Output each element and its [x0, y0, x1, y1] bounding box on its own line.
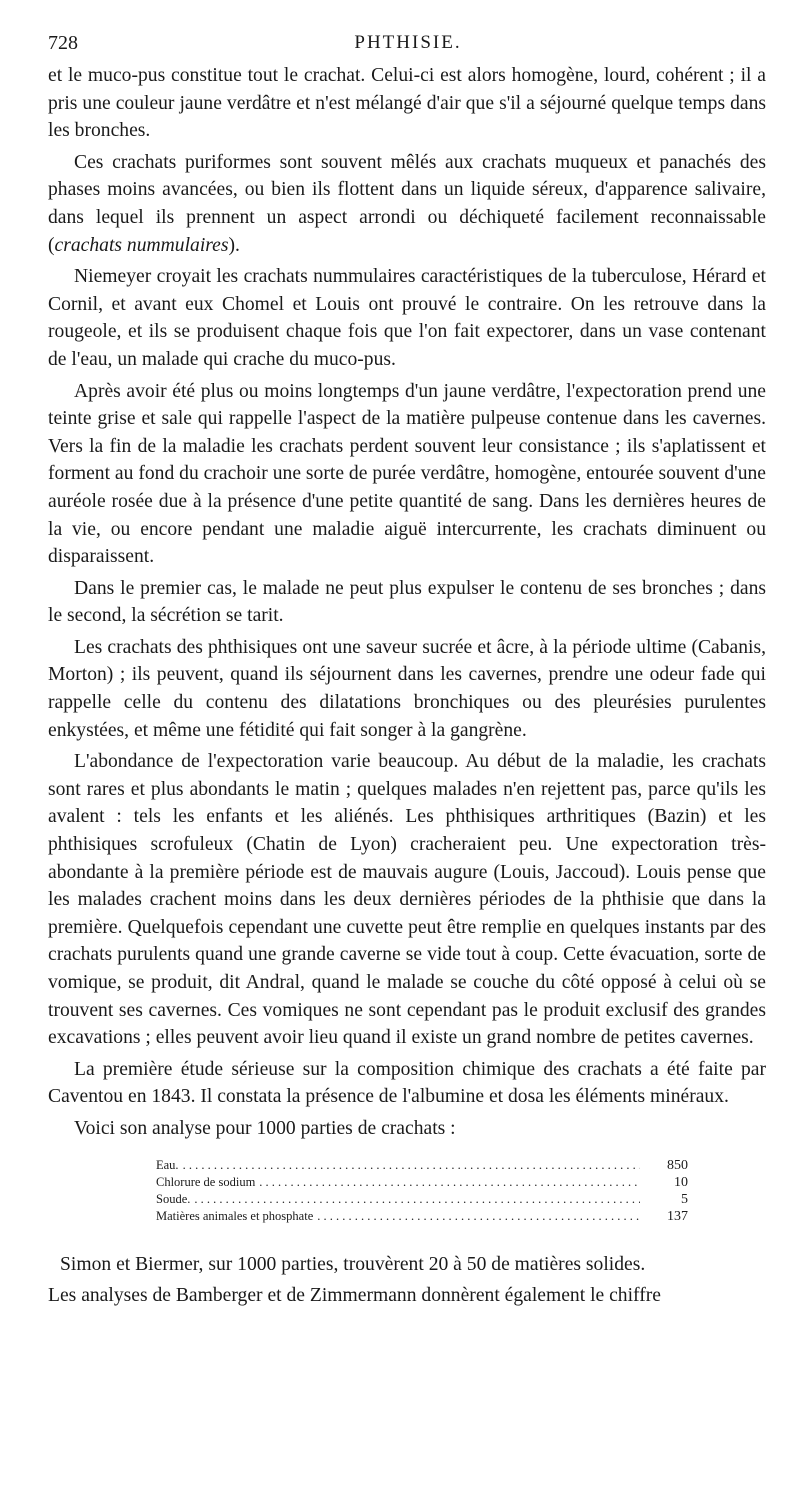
analysis-label: Chlorure de sodium — [156, 1174, 256, 1189]
paragraph: La première étude sérieuse sur la composition chimique des crachats a été faite par Caventou en 1843. Il constata la présence de l'albumine et dosa les éléments minéraux. — [48, 1058, 766, 1108]
analysis-row — [156, 1191, 688, 1208]
paragraph-text: ). — [228, 234, 240, 256]
analysis-value: 137 — [667, 1208, 688, 1224]
analysis-value: 10 — [674, 1174, 688, 1190]
paragraph: Niemeyer croyait les crachats nummulaires caractéristiques de la tuberculose, Hérard et Cornil, et avant eux Chomel et Louis ont prouvé le contraire. On les retrouve dans la rougeole, et ils se produisent chaque fois que l'on fait expectorer, dans un vase contenant de l'eau, un malade qui crache du muco-pus. — [48, 266, 766, 370]
analysis-value: 5 — [681, 1191, 688, 1207]
paragraph-text: Ces crachats puriformes sont souvent mêlés aux crachats muqueux et panachés des phases moins avancées, ou bien ils flottent dans un liquide séreux, d'apparence salivaire, dans lequel ils prennent un aspect arrondi ou déchiqueté facilement reconnaissable ( — [48, 151, 766, 256]
analysis-row — [156, 1174, 688, 1191]
paragraph: Les crachats des phthisiques ont une saveur sucrée et âcre, à la période ultime (Cabanis, Morton) ; ils peuvent, quand ils séjournent dans les cavernes, prendre une odeur fade qui rappelle celle du contenu des dilatations bronchiques ou des pleurésies purulentes enkystées, et même une fétidité qui fait songer à la gangrène. — [48, 636, 766, 741]
paragraph: Dans le premier cas, le malade ne peut plus expulser le contenu de ses bronches ; dans le second, la sécrétion se tarit. — [48, 577, 766, 627]
analysis-value: 850 — [667, 1157, 688, 1173]
dot-leader — [183, 1157, 640, 1174]
page-header — [48, 32, 768, 58]
analysis-label: Soude. — [156, 1191, 191, 1206]
paragraph — [48, 149, 766, 259]
analysis-row — [156, 1208, 688, 1225]
analysis-intro: Voici son analyse pour 1000 parties de crachats : — [74, 1117, 456, 1139]
paragraph: Après avoir été plus ou moins longtemps d'un jaune verdâtre, l'expectoration prend une teinte grise et sale qui rappelle l'aspect de la matière pulpeuse contenue dans les cavernes. Vers la fin de la maladie les crachats perdent souvent leur consistance ; ils s'aplatissent et forment au fond du crachoir une sorte de purée verdâtre, homogène, entourée souvent d'une auréole rosée due à la présence d'une petite quantité de sang. Dans les dernières heures de la vie, ou encore pendant une maladie aiguë intercurrente, les crachats diminuent ou disparaissent. — [48, 380, 766, 568]
analysis-label: Eau. — [156, 1157, 179, 1172]
paragraph: et le muco-pus constitue tout le crachat. Celui-ci est alors homogène, lourd, cohérent ; il a pris une couleur jaune verdâtre et n'est mélangé d'air que s'il a séjourné quelque temps dans les bronches. — [48, 65, 766, 142]
dot-leader — [259, 1174, 640, 1191]
dot-leader — [317, 1208, 640, 1225]
body-text — [48, 62, 766, 1314]
paragraph: Simon et Biermer, sur 1000 parties, trouvèrent 20 à 50 de matières solides. — [60, 1253, 646, 1275]
analysis-row — [156, 1157, 688, 1174]
analysis-table — [156, 1157, 688, 1225]
running-title: PHTHISIE. — [354, 32, 462, 53]
paragraph: Les analyses de Bamberger et de Zimmermann donnèrent également le chiffre — [48, 1285, 661, 1307]
page-number: 728 — [48, 32, 78, 54]
analysis-label: Matières animales et phosphate — [156, 1208, 314, 1223]
italic-term: crachats nummulaires — [54, 234, 229, 256]
paragraph: L'abondance de l'expectoration varie beaucoup. Au début de la maladie, les crachats sont rares et plus abondants le matin ; quelques malades n'en rejettent pas, parce qu'ils les avalent : tels les enfants et les aliénés. Les phthisiques arthritiques (Bazin) et les phthisiques scrofuleux (Chatin de Lyon) cracheraient peu. Une expectoration très-abondante à la première période est de mauvais augure (Louis, Jaccoud). Louis pense que les malades crachent moins dans les deux dernières périodes de la phthisie que dans la première. Quelquefois cependant une cuvette peut être remplie en quelques instants par des crachats purulents quand une grande caverne se vide tout à coup. Cette évacuation, sorte de vomique, se produit, dit Andral, quand le malade se couche du côté opposé à celui où se trouvent ses cavernes. Ces vomiques ne sont cependant pas le produit exclusif des grandes excavations ; elles peuvent avoir lieu quand il existe un grand nombre de petites cavernes. — [48, 751, 766, 1049]
dot-leader — [194, 1191, 640, 1208]
